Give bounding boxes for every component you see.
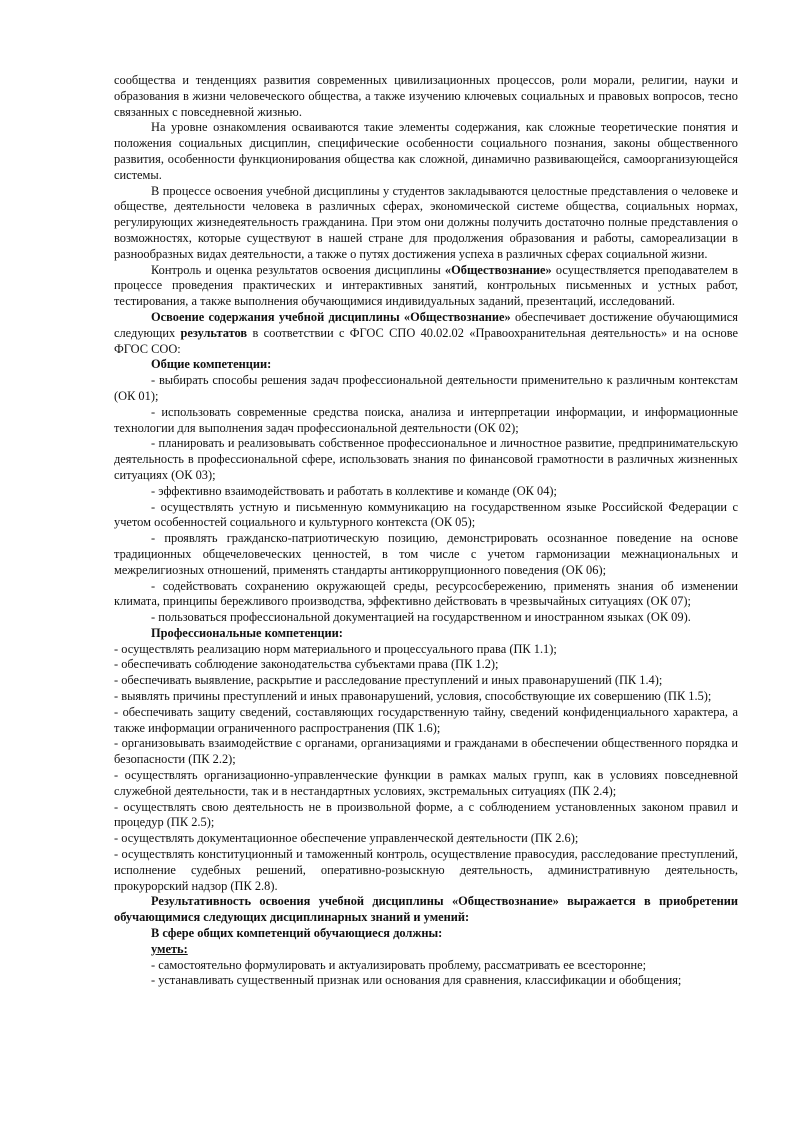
- skills-label: уметь:: [151, 941, 188, 956]
- list-item-pk14: - обеспечивать выявление, раскрытие и расследование преступлений и иных правонарушений (ПК 1.4);: [114, 673, 663, 688]
- list-item-pk15: - выявлять причины преступлений и иных правонарушений, условия, способствующие их совершению (ПК 1.5);: [114, 689, 712, 704]
- mastery-text-d: в соответствии с ФГОС СПО 40.02.02 «Правоохранительная деятельность» и на основе ФГОС СОО:: [114, 325, 738, 356]
- results-heading: Результативность освоения учебной дисциплины «Обществознание» выражается в приобретении обучающимися следующих дисциплинарных знаний и умений:: [114, 894, 738, 925]
- results-subheading: В сфере общих компетенций обучающиеся должны:: [151, 926, 443, 941]
- general-competencies-heading: Общие компетенции:: [151, 357, 272, 372]
- list-item-ok06: - проявлять гражданско-патриотическую позицию, демонстрировать осознанное поведение на основе традиционных общечеловеческих ценностей, в том числе с учетом гармонизации межнациональных и межрелигиозных отношений, применять стандарты антикоррупционного поведения (ОК 06);: [114, 531, 738, 577]
- list-item-pk25: - осуществлять свою деятельность не в произвольной форме, а с соблюдением установленных законом правил и процедур (ПК 2.5);: [114, 799, 738, 830]
- list-item-ok07: - содействовать сохранению окружающей среды, ресурсосбережению, применять знания об изменении климата, принципы бережливого производства, эффективно действовать в чрезвычайных ситуациях (ОК 07);: [114, 578, 738, 609]
- professional-competencies-heading: Профессиональные компетенции:: [151, 625, 343, 640]
- list-item-ok02: - использовать современные средства поиска, анализа и интерпретации информации, и информационные технологии для выполнения задач профессиональной деятельности (ОК 02);: [114, 404, 738, 435]
- list-item-ok03: - планировать и реализовывать собственное профессиональное и личностное развитие, предпринимательскую деятельность в профессиональной сфере, использовать знания по финансовой грамотности в различных жизненных ситуациях (ОК 03);: [114, 436, 738, 482]
- list-item-skill-2: - устанавливать существенный признак или основания для сравнения, классификации и обобщения;: [151, 973, 682, 988]
- list-item-pk26: - осуществлять документационное обеспечение управленческой деятельности (ПК 2.6);: [114, 831, 579, 846]
- discipline-name-bold: «Обществознание»: [444, 262, 552, 277]
- list-item-pk24: - осуществлять организационно-управленческие функции в рамках малых групп, как в условиях повседневной служебной деятельности, так и в нестандартных условиях, экстремальных ситуациях (ПК 2.4);: [114, 768, 738, 798]
- paragraph-control-text-a: Контроль и оценка результатов освоения дисциплины: [151, 262, 445, 277]
- list-item-pk16: - обеспечивать защиту сведений, составляющих государственную тайну, сведений конфиденциального характера, а также информации ограниченного распространения (ПК 1.6);: [114, 704, 738, 735]
- paragraph-familiarization-level: На уровне ознакомления осваиваются такие элементы содержания, как сложные теоретические понятия и положения социальных дисциплин, специфические особенности социального познания, законы общественного развития, особенности функционирования общества как сложной, динамично развивающейся, самоорганизующейся системы.: [114, 120, 738, 182]
- list-item-ok09: - пользоваться профессиональной документацией на государственном и иностранном языках (ОК 09).: [151, 610, 691, 625]
- paragraph-learning-process: В процессе освоения учебной дисциплины у студентов закладываются целостные представления о человеке и обществе, деятельности человека в различных сферах, экономической системе общества, социальных нормах, регулирующих жизнедеятельность гражданина. При этом они должны получить достаточно полные представления о возможностях, которые существуют в нашей стране для продолжения образования и работы, самореализации в разнообразных видах деятельности, а также о путях достижения успеха в различных сферах социальной жизни.: [114, 183, 738, 261]
- list-item-pk28: - осуществлять конституционный и таможенный контроль, осуществление правосудия, расследование преступлений, исполнение судебных решений, оперативно-розыскную деятельность, административную деятельность, прокурорский надзор (ПК 2.8).: [114, 847, 738, 893]
- list-item-pk22: - организовывать взаимодействие с органами, организациями и гражданами в обеспечении общественного порядка и безопасности (ПК 2.2);: [114, 736, 738, 767]
- mastery-lead-bold: Освоение содержания учебной дисциплины «Обществознание»: [151, 309, 511, 324]
- paragraph-intro-continuation: сообщества и тенденциях развития современных цивилизационных процессов, роли морали, религии, науки и образования в жизни человеческого общества, а также изучению ключевых социальных и правовых вопросов, тесно связанных с повседневной жизнью.: [114, 73, 738, 119]
- paragraph-control-assessment: [114, 263, 738, 310]
- list-item-skill-1: - самостоятельно формулировать и актуализировать проблему, рассматривать ее всесторонне;: [151, 957, 647, 972]
- list-item-ok04: - эффективно взаимодействовать и работать в коллективе и команде (ОК 04);: [151, 483, 557, 498]
- paragraph-control-text-c: осуществляется преподавателем в процессе проведения практических и интерактивных занятий, контрольных письменных и устных работ, тестирования, а также выполнения обучающимися индивидуальных заданий, презентаций, исследований.: [114, 262, 738, 309]
- list-item-ok05: - осуществлять устную и письменную коммуникацию на государственном языке Российской Федерации с учетом особенностей социального и культурного контекста (ОК 05);: [114, 499, 738, 530]
- paragraph-content-mastery: [114, 310, 738, 357]
- skills-label-line: [114, 942, 738, 958]
- mastery-text-b: обеспечивает достижение обучающимися следующих: [114, 309, 738, 340]
- list-item-pk11: - осуществлять реализацию норм материального и процессуального права (ПК 1.1);: [114, 641, 557, 656]
- list-item-pk12: - обеспечивать соблюдение законодательства субъектами права (ПК 1.2);: [114, 657, 499, 672]
- list-item-ok01: - выбирать способы решения задач профессиональной деятельности применительно к различным контекстам (ОК 01);: [114, 373, 738, 403]
- results-word-bold: результатов: [180, 325, 248, 340]
